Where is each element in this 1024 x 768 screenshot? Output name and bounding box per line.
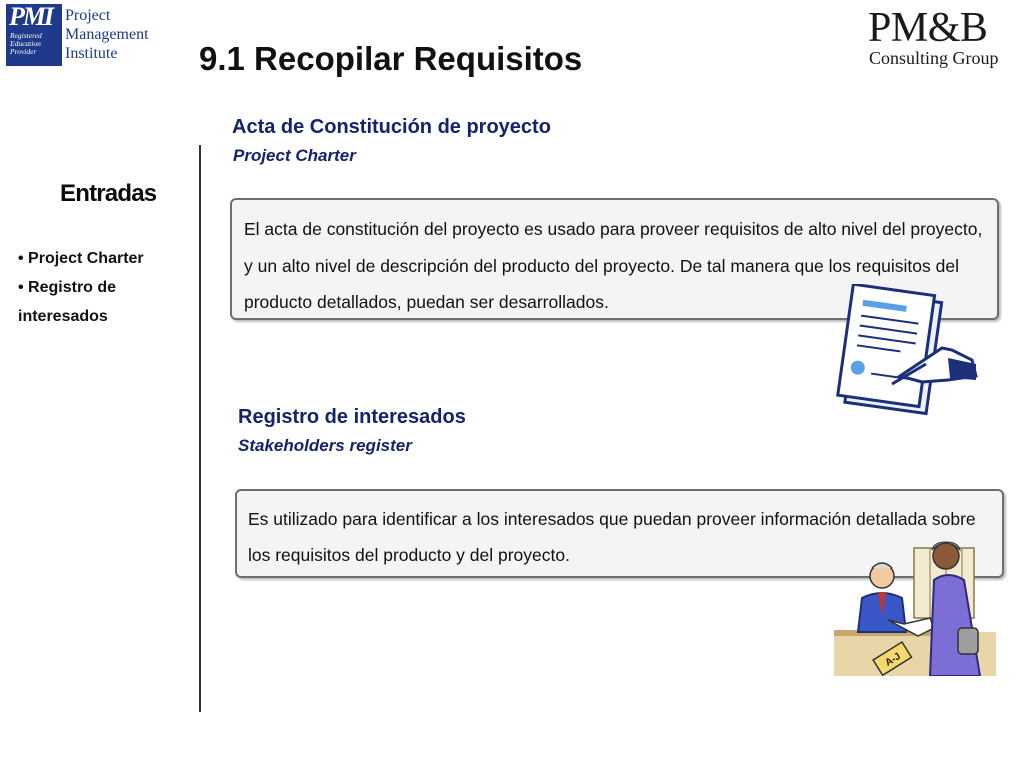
- section-title-stakeholders: Registro de interesados: [238, 406, 466, 428]
- list-item: • Project Charter: [18, 244, 188, 273]
- pmi-logo: [6, 4, 150, 68]
- list-item: • Registro de interesados: [18, 273, 188, 331]
- pmi-mark-letters: PMI: [9, 2, 53, 31]
- pmb-logo-name: PM&B: [868, 5, 988, 51]
- stakeholders-description-box: Es utilizado para identificar a los interesados que puedan proveer información detallada sobre los requisitos del producto y del proyecto.: [235, 489, 1004, 578]
- vertical-divider: [199, 145, 201, 712]
- charter-description-box: El acta de constitución del proyecto es usado para proveer requisitos de alto nivel del proyecto, y un alto nivel de descripción del producto del proyecto. De tal manera que los requisitos del producto detallados, puedan ser desarrollados.: [230, 198, 999, 320]
- pmi-badge-text: Registered Education Provider: [10, 31, 42, 56]
- pmi-name: Project Management Institute: [65, 7, 149, 62]
- section-subtitle-charter: Project Charter: [233, 146, 356, 165]
- stakeholders-clipart: [834, 536, 996, 676]
- tag-label: A-J: [883, 650, 903, 669]
- signing-document-clipart: [830, 284, 980, 424]
- section-subtitle-stakeholders: Stakeholders register: [238, 436, 412, 455]
- page-title: 9.1 Recopilar Requisitos: [199, 40, 583, 77]
- inputs-list: [18, 244, 188, 331]
- pmi-mark: [6, 4, 62, 66]
- pmb-logo-subtitle: Consulting Group: [869, 48, 999, 68]
- pmb-logo: [868, 5, 1018, 72]
- sidebar-heading: Entradas: [60, 180, 157, 207]
- section-title-charter: Acta de Constitución de proyecto: [232, 116, 551, 138]
